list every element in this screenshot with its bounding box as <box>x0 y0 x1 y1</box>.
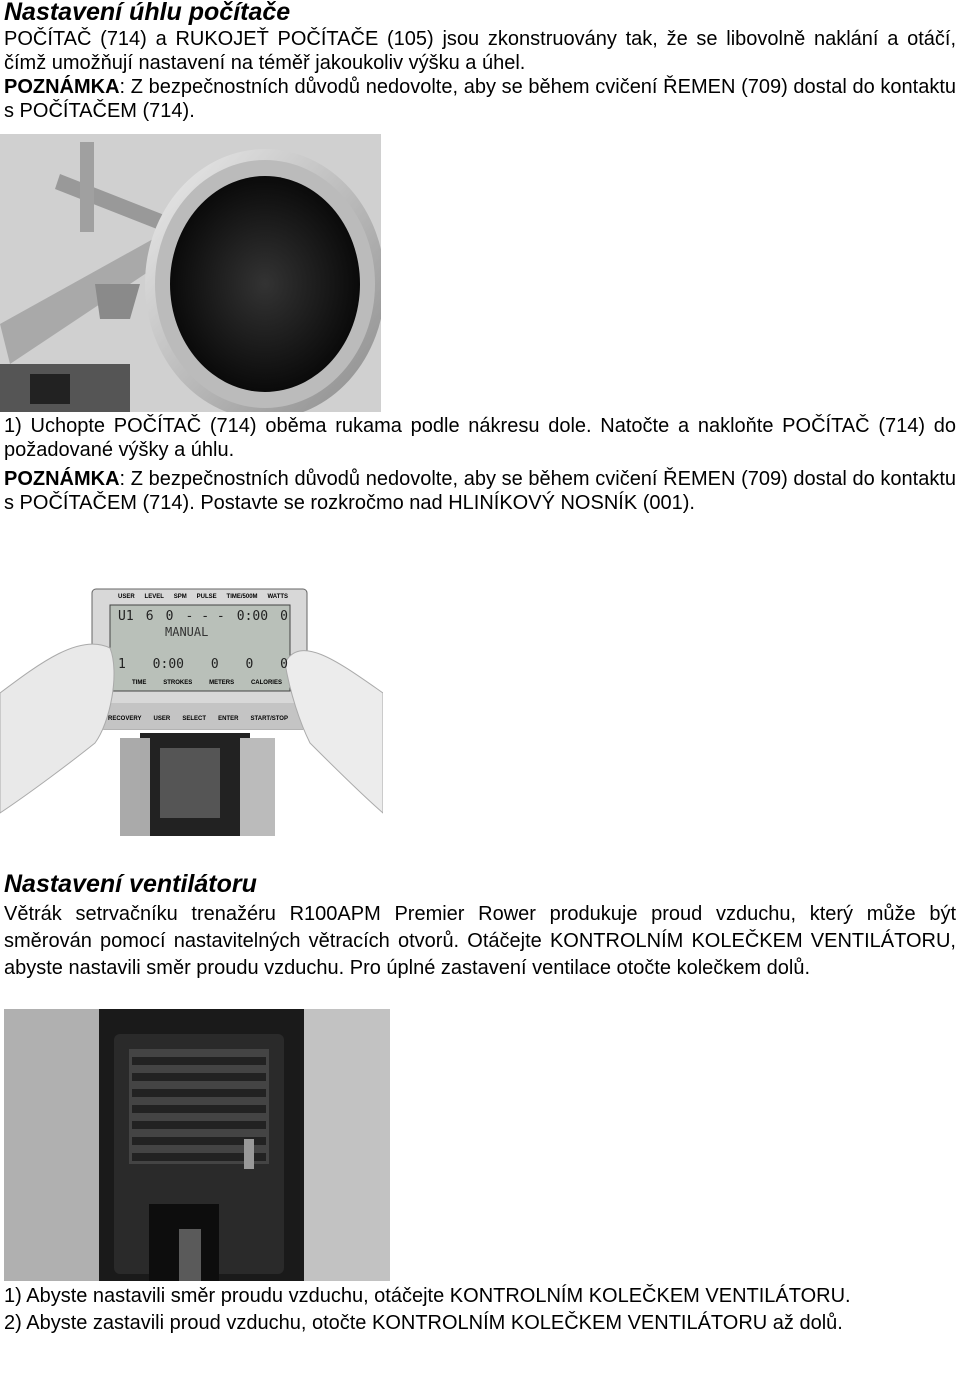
fan-step-2: 2) Abyste zastavili proud vzduchu, otočte KONTROLNÍM KOLEČKEM VENTILÁTORU až dolů. <box>4 1312 843 1334</box>
console-label-time500m: TIME/500M <box>226 594 258 600</box>
console-top-values <box>118 609 288 624</box>
console-top-labels <box>118 594 288 600</box>
console-value-level: 6 <box>145 609 154 624</box>
note-text: : Z bezpečnostních důvodů nedovolte, aby se během cvičení ŘEMEN (709) dostal do kontaktu s POČÍTAČEM (714). <box>4 76 956 122</box>
console-recovery-button[interactable]: RECOVERY <box>108 716 142 722</box>
step-block-1 <box>4 414 956 515</box>
fan-step-1: 1) Abyste nastavili směr proudu vzduchu, otáčejte KONTROLNÍM KOLEČKEM VENTILÁTORU. <box>4 1285 851 1307</box>
section-heading: Nastavení ventilátoru <box>4 870 257 898</box>
console-mode-text: MANUAL <box>165 625 209 639</box>
console-label-spm: SPM <box>173 594 187 600</box>
note-label: POZNÁMKA <box>4 468 120 490</box>
console-value-index: 1 <box>118 657 126 672</box>
console-label-time: TIME <box>132 680 147 686</box>
console-label-pulse: PULSE <box>196 594 217 600</box>
console-label-level: LEVEL <box>144 594 164 600</box>
rower-flywheel-photo <box>0 134 381 412</box>
console-value-watts: 0 <box>280 609 288 624</box>
fan-intro-paragraph: Větrák setrvačníku trenažéru R100APM Premier Rower produkuje proud vzduchu, který může být směrován pomocí nastavitelných větracích otvorů. Otáčejte KONTROLNÍM KOLEČKEM VENTILÁTORU, abyste nastavili směr proudu vzduchu. Pro úplné zastavení ventilace otočte kolečkem dolů. <box>4 903 956 979</box>
console-value-time500m: 0:00 <box>236 609 269 624</box>
console-value-meters: 0 <box>245 657 254 672</box>
section-heading: Nastavení úhlu počítače <box>4 0 291 26</box>
console-hands-photo <box>0 553 383 836</box>
fan-vent-photo <box>4 1009 390 1281</box>
console-value-user: U1 <box>118 609 134 624</box>
console-label-meters: METERS <box>209 680 235 686</box>
intro-paragraph: POČÍTAČ (714) a RUKOJEŤ POČÍTAČE (105) jsou zkonstruovány tak, že se libovolně naklání a otáčí, čímž umožňují nastavení na téměř jakoukoliv výšku a úhel. POZNÁMKA: Z bezpečnostních důvodů nedovolte, aby se během cvičení ŘEMEN (709) dostal do kontaktu s POČÍTAČEM (714). <box>4 28 956 122</box>
console-value-strokes: 0 <box>210 657 219 672</box>
fan-steps-block <box>4 1283 956 1337</box>
console-label-watts: WATTS <box>267 594 288 600</box>
section-computer-angle <box>4 0 956 27</box>
console-user-button[interactable]: USER <box>153 716 171 722</box>
note-text: : Z bezpečnostních důvodů nedovolte, aby se během cvičení ŘEMEN (709) dostal do kontaktu s POČÍTAČEM (714). Postavte se rozkročmo nad HLINÍKOVÝ NOSNÍK (001). <box>4 468 956 514</box>
note-paragraph <box>4 467 956 515</box>
console-value-spm: 0 <box>165 609 174 624</box>
console-label-user: USER <box>118 594 135 600</box>
console-label-calories: CALORIES <box>250 680 282 686</box>
console-start-stop-button[interactable]: START/STOP <box>250 716 288 722</box>
console-select-button[interactable]: SELECT <box>182 716 206 722</box>
console-value-time: 0:00 <box>152 657 184 672</box>
section-fan-settings <box>4 869 956 899</box>
step-1-text: 1) Uchopte POČÍTAČ (714) oběma rukama podle nákresu dole. Natočte a nakloňte POČÍTAČ (714) do požadované výšky a úhlu. <box>4 415 956 461</box>
console-bottom-values <box>118 657 288 672</box>
note-label: POZNÁMKA <box>4 76 120 98</box>
section-fan-intro <box>4 901 956 982</box>
section-intro-block <box>4 27 956 123</box>
console-bottom-labels <box>132 680 282 686</box>
console-buttons <box>108 716 288 722</box>
console-value-pulse: - - - <box>185 609 225 624</box>
console-enter-button[interactable]: ENTER <box>218 716 239 722</box>
console-label-strokes: STROKES <box>163 680 193 686</box>
console-value-calories: 0 <box>280 657 288 672</box>
